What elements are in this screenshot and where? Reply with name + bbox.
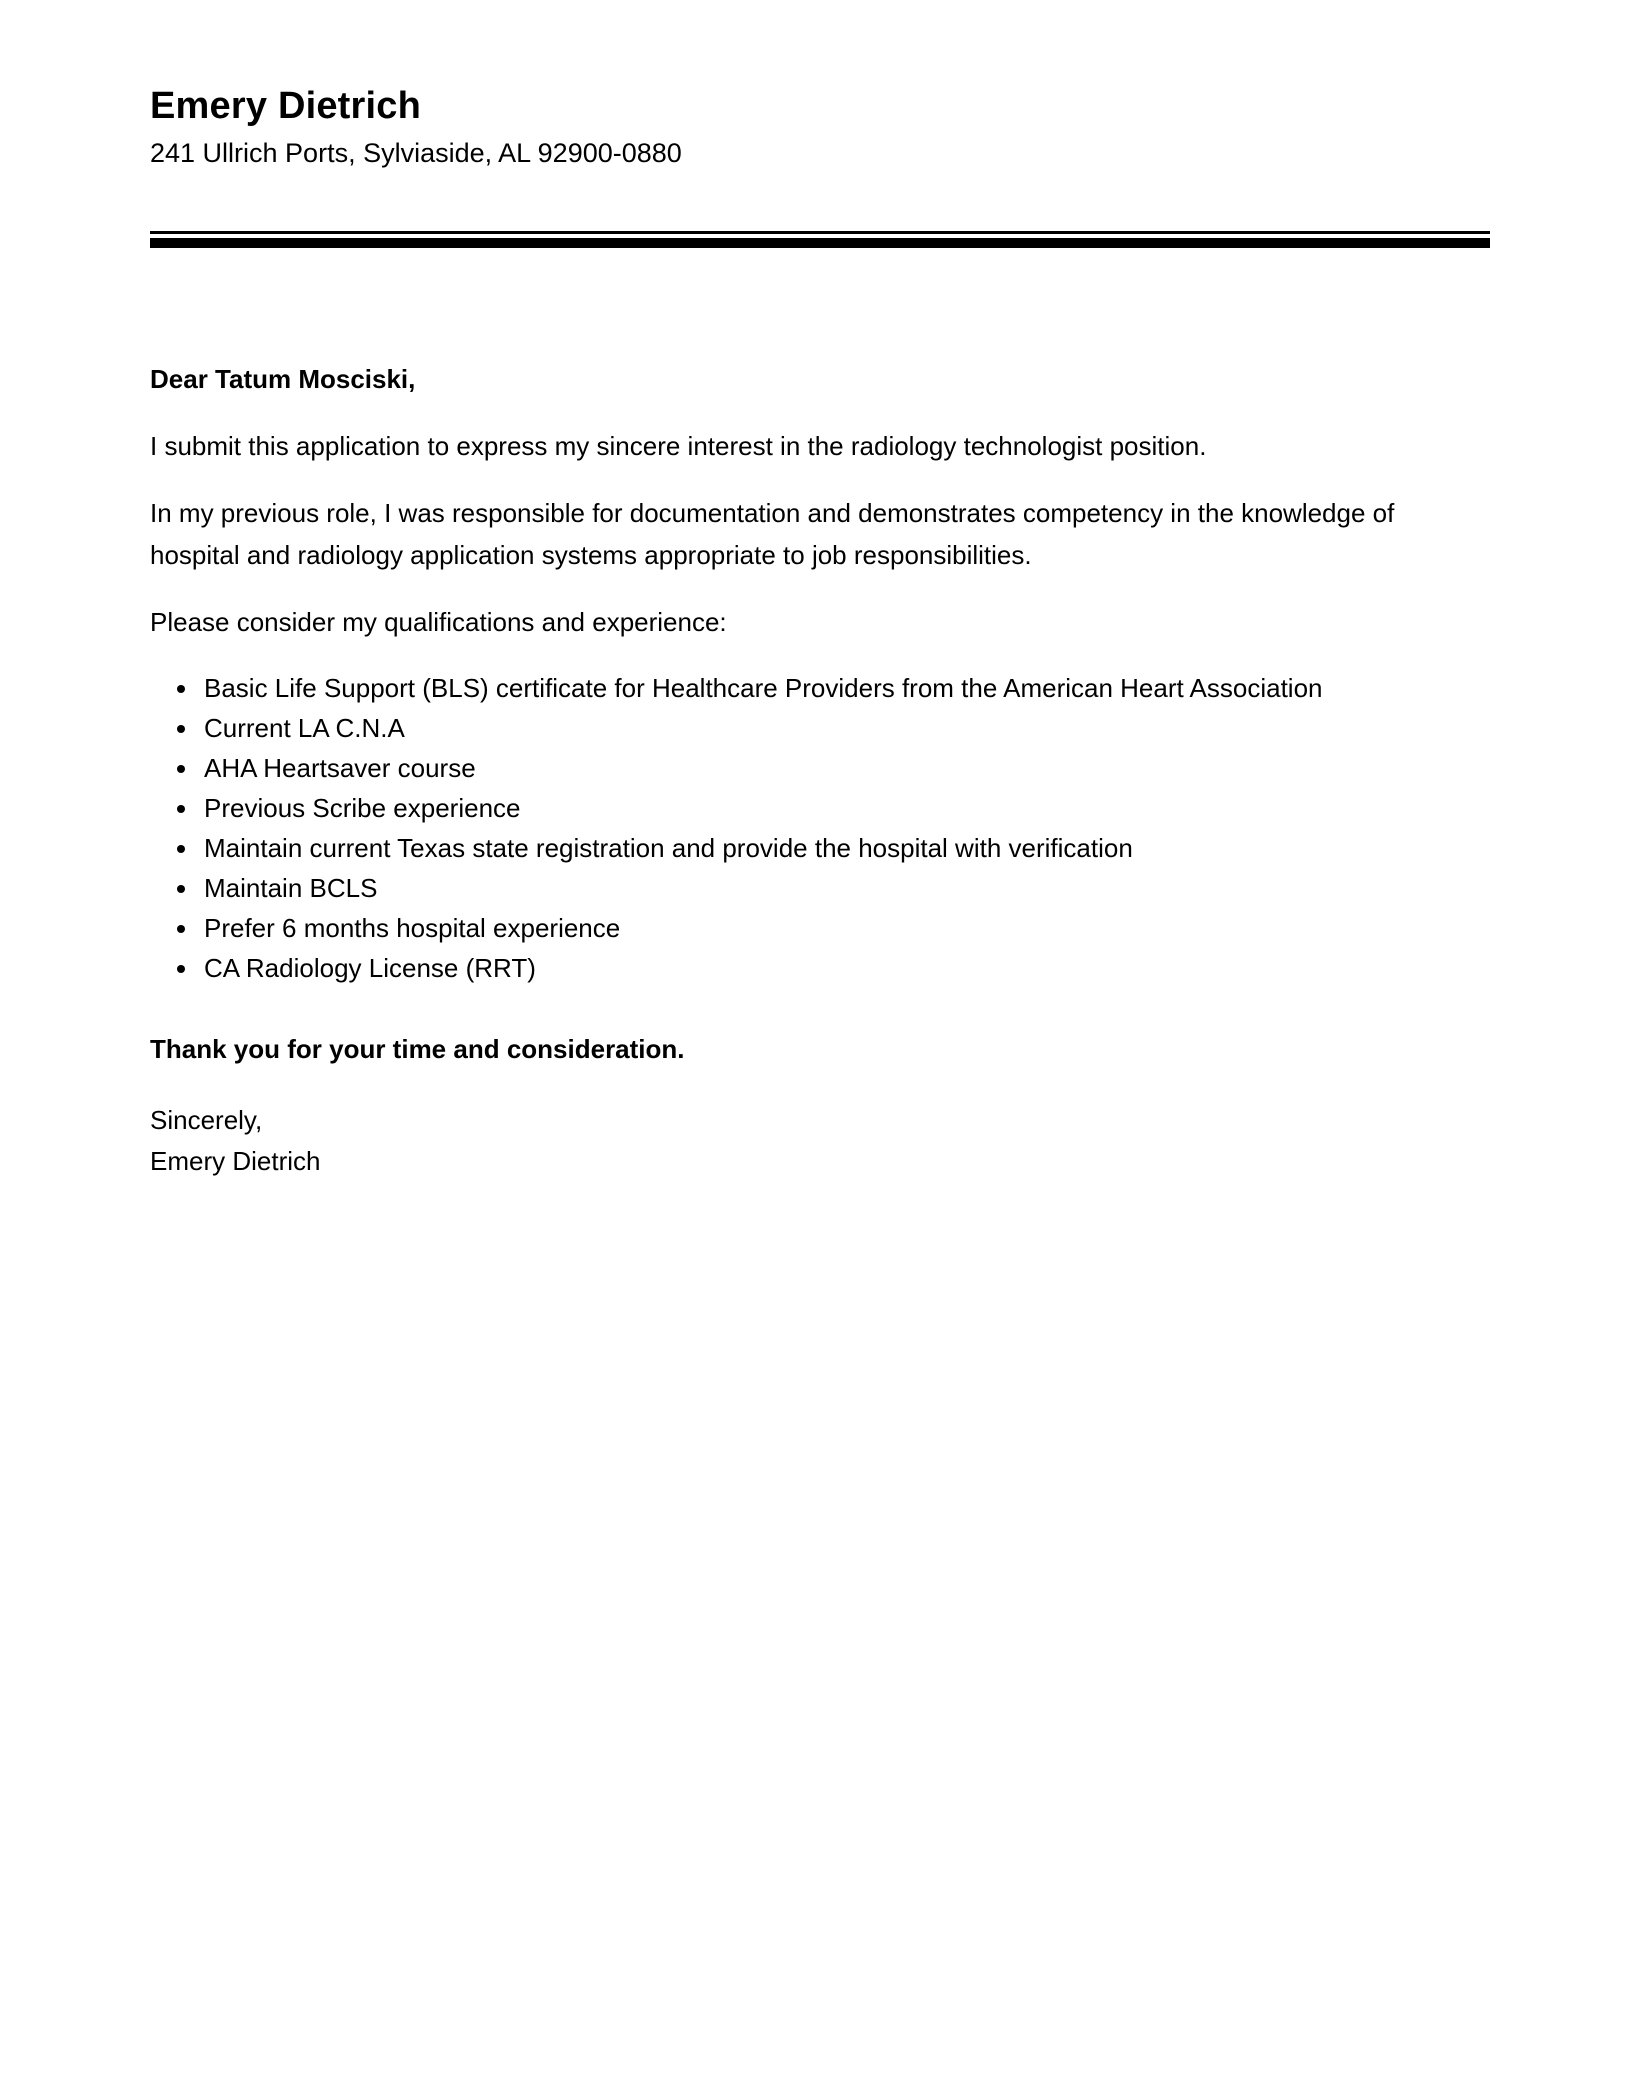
- letter-header: [150, 84, 1490, 248]
- sender-address: 241 Ullrich Ports, Sylviaside, AL 92900-0880: [150, 137, 682, 168]
- list-item: • Maintain current Texas state registration and provide the hospital with verification: [200, 828, 1490, 868]
- qualifications-list: [150, 668, 1490, 988]
- paragraph-intro: I submit this application to express my sincere interest in the radiology technologist position.: [150, 430, 1207, 461]
- valediction-block: [150, 1100, 1490, 1182]
- list-item: • Current LA C.N.A: [200, 708, 1490, 748]
- letter-body: [150, 358, 1490, 1182]
- valediction: Sincerely,: [150, 1104, 263, 1135]
- list-item: • CA Radiology License (RRT): [200, 948, 1490, 988]
- list-item: • AHA Heartsaver course: [200, 748, 1490, 788]
- signature-name: Emery Dietrich: [150, 1145, 321, 1176]
- sender-name: Emery Dietrich: [150, 85, 422, 127]
- closing-emphasis: Thank you for your time and consideration.: [150, 1033, 685, 1064]
- list-item: • Maintain BCLS: [200, 868, 1490, 908]
- salutation: Dear Tatum Mosciski,: [150, 363, 416, 394]
- list-item: • Prefer 6 months hospital experience: [200, 908, 1490, 948]
- header-divider: [150, 231, 1490, 248]
- list-item: • Basic Life Support (BLS) certificate for Healthcare Providers from the American Heart Association: [200, 668, 1490, 708]
- paragraph-qualifications-intro: Please consider my qualifications and experience:: [150, 606, 727, 637]
- paragraph-experience: In my previous role, I was responsible for documentation and demonstrates competency in the knowledge of hospital and radiology application systems appropriate to job responsibilities.: [150, 497, 1395, 570]
- list-item: • Previous Scribe experience: [200, 788, 1490, 828]
